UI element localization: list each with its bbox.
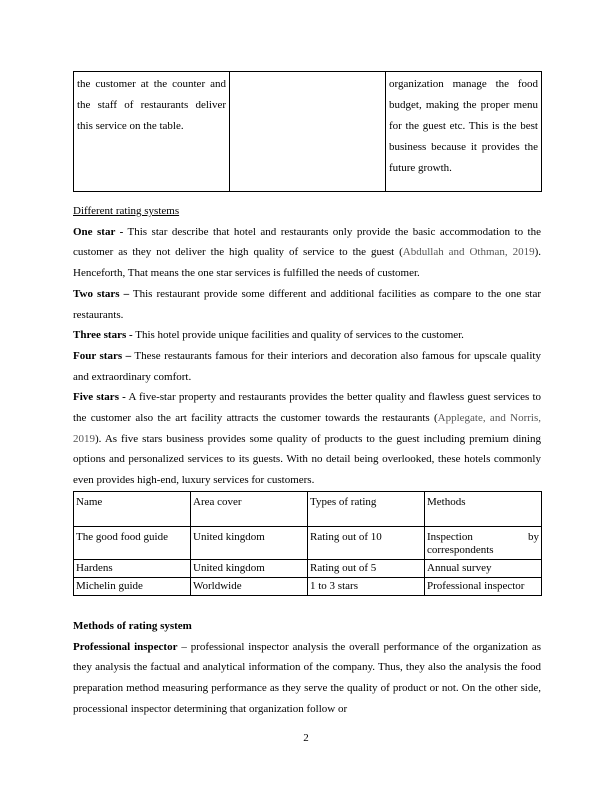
term-label: Four stars – xyxy=(73,349,132,362)
paragraph-two-stars xyxy=(73,284,541,325)
table-row xyxy=(74,578,542,596)
section-heading: Different rating systems xyxy=(73,205,180,217)
table-row xyxy=(74,560,542,578)
term-label: Three stars - xyxy=(73,329,133,342)
paragraph-text: ). Henceforth, That means the one star services is fulfilled the needs of customer. xyxy=(73,246,541,280)
table-cell: organization manage the food budget, making the proper menu for the guest etc. This is the best business because it provides the future growth. xyxy=(386,72,542,192)
term-label: One star - xyxy=(73,225,124,238)
table-cell: Rating out of 5 xyxy=(308,560,425,578)
column-header: Methods xyxy=(425,492,542,527)
paragraph-text: – professional inspector analysis the overall performance of the organization as they analysis the factual and analytical information of the company. Thus, they also the analysis the food preparation method measuring performance as they serve the quality of product or not. On the other side, processional inspector determining that organization follow or xyxy=(73,640,542,715)
rating-systems-section xyxy=(73,201,541,491)
rating-guides-table xyxy=(73,491,542,596)
column-header: Types of rating xyxy=(308,492,425,527)
table-cell: Annual survey xyxy=(425,560,542,578)
paragraph-text: This star describe that hotel and restaurants only provide the basic accommodation to the customer as they not deliver the high quality of service to the guest ( xyxy=(73,225,541,259)
methods-section xyxy=(73,616,541,720)
section-heading: Methods of rating system xyxy=(73,620,192,632)
table-row xyxy=(74,72,542,192)
table-cell: United kingdom xyxy=(191,560,308,578)
table-row xyxy=(74,527,542,560)
citation: Abdullah and Othman, 2019 xyxy=(402,246,535,259)
table-cell: 1 to 3 stars xyxy=(308,578,425,596)
table-cell: The good food guide xyxy=(74,527,191,560)
term-label: Professional inspector xyxy=(73,640,178,653)
paragraph-text: This hotel provide unique facilities and quality of services to the customer. xyxy=(132,329,464,342)
cell-text: Inspection by correspondents xyxy=(427,531,539,556)
table-cell: the customer at the counter and the staff of restaurants deliver this service on the table. xyxy=(74,72,230,192)
page-number: 2 xyxy=(303,732,309,744)
table-cell: Hardens xyxy=(74,560,191,578)
paragraph-one-star xyxy=(73,222,541,284)
paragraph-four-stars xyxy=(73,346,541,387)
column-header: Area cover xyxy=(191,492,308,527)
table-cell xyxy=(230,72,386,192)
term-label: Five stars - xyxy=(73,391,126,404)
table-header-row xyxy=(74,492,542,527)
paragraph-five-stars xyxy=(73,387,541,491)
paragraph-text: This restaurant provide some different and additional facilities as compare to the one star restaurants. xyxy=(73,287,541,321)
paragraph-text: A five-star property and restaurants provides the better quality and flawless guest services to the customer also the art facility attracts the customer towards the restaurants ( xyxy=(73,391,541,425)
table-cell: Michelin guide xyxy=(74,578,191,596)
table-cell: Rating out of 10 xyxy=(308,527,425,560)
paragraph-professional-inspector xyxy=(73,637,541,720)
continued-table xyxy=(73,71,542,192)
citation: Applegate, and Norris, 2019 xyxy=(73,412,541,445)
paragraph-text: ). As five stars business provides some quality of products to the guest including premium dining options and personalized services to its guests. With no detail being overlooked, these hotels commonly even provides high-end, luxury services for customers. xyxy=(73,432,541,487)
table-cell: Worldwide xyxy=(191,578,308,596)
paragraph-three-stars xyxy=(73,325,541,346)
column-header: Name xyxy=(74,492,191,527)
paragraph-text: These restaurants famous for their interiors and decoration also famous for upscale quality and extraordinary comfort. xyxy=(73,349,541,383)
table-cell xyxy=(425,527,542,560)
term-label: Two stars – xyxy=(73,287,130,300)
table-cell: United kingdom xyxy=(191,527,308,560)
table-cell: Professional inspector xyxy=(425,578,542,596)
